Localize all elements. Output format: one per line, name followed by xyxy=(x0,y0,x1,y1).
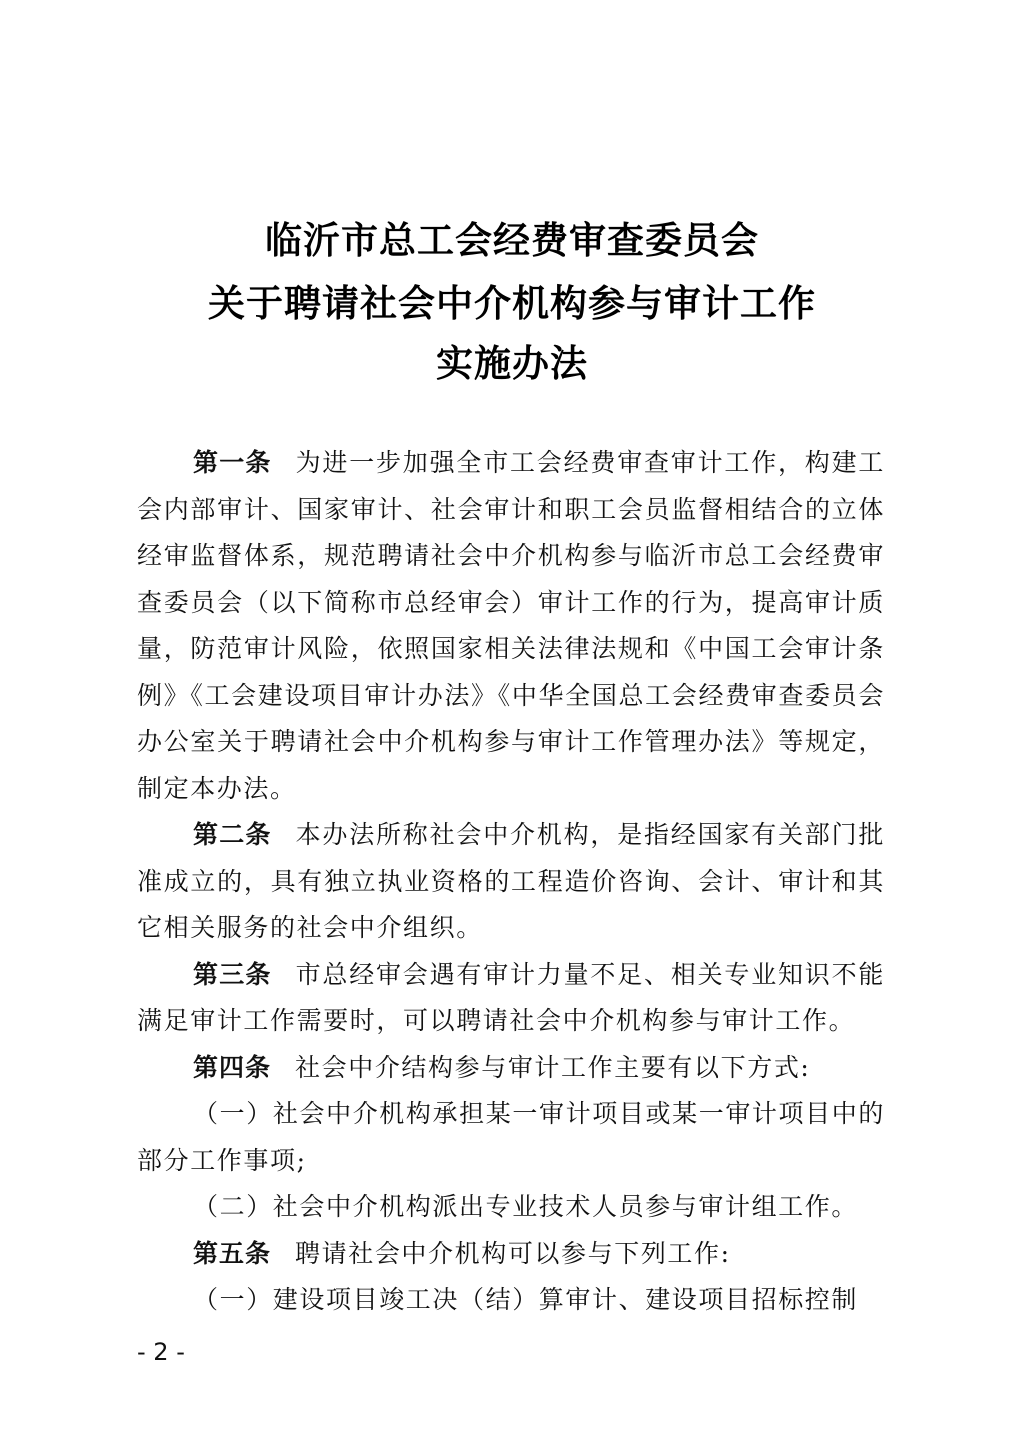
article-5-item-1-text: （一）建设项目竣工决（结）算审计、建设项目招标控制 xyxy=(193,1285,859,1314)
article-4 xyxy=(137,1045,885,1092)
document-title-line-2: 关于聘请社会中介机构参与审计工作 xyxy=(208,282,816,325)
document-title-line-3: 实施办法 xyxy=(436,342,588,385)
document-title-line-1: 临沂市总工会经费审查委员会 xyxy=(265,219,759,262)
document-body xyxy=(137,440,885,1324)
article-2 xyxy=(137,812,885,952)
article-1-text: 为进一步加强全市工会经费审查审计工作，构建工会内部审计、国家审计、社会审计和职工会员监督相结合的立体经审监督体系，规范聘请社会中介机构参与临沂市总工会经费审查委员会（以下简称市总经审会）审计工作的行为，提高审计质量，防范审计风险，依照国家相关法律法规和《中国工会审计条例》《工会建设项目审计办法》《中华全国总工会经费审查委员会办公室关于聘请社会中介机构参与审计工作管理办法》等规定，制定本办法。 xyxy=(137,448,885,803)
page-number: - 2 - xyxy=(137,1338,185,1366)
article-4-item-1-text: （一）社会中介机构承担某一审计项目或某一审计项目中的部分工作事项; xyxy=(137,1099,885,1175)
article-3-text: 市总经审会遇有审计力量不足、相关专业知识不能满足审计工作需要时，可以聘请社会中介机构参与审计工作。 xyxy=(137,959,885,1035)
article-4-label: 第四条 xyxy=(193,1052,272,1082)
article-3-label: 第三条 xyxy=(193,959,272,989)
article-2-text: 本办法所称社会中介机构，是指经国家有关部门批准成立的，具有独立执业资格的工程造价咨询、会计、审计和其它相关服务的社会中介组织。 xyxy=(137,820,885,942)
article-4-item-1 xyxy=(137,1091,885,1184)
article-5-text: 聘请社会中介机构可以参与下列工作: xyxy=(295,1238,731,1268)
article-4-text: 社会中介结构参与审计工作主要有以下方式: xyxy=(295,1052,811,1082)
article-1-label: 第一条 xyxy=(193,448,272,477)
article-4-item-2-text: （二）社会中介机构派出专业技术人员参与审计组工作。 xyxy=(193,1192,859,1221)
article-5-item-1 xyxy=(137,1277,885,1324)
article-1 xyxy=(137,440,885,812)
article-4-item-2 xyxy=(137,1184,885,1231)
article-5-label: 第五条 xyxy=(193,1238,272,1268)
article-3 xyxy=(137,952,885,1045)
article-5 xyxy=(137,1231,885,1278)
article-2-label: 第二条 xyxy=(193,820,272,849)
